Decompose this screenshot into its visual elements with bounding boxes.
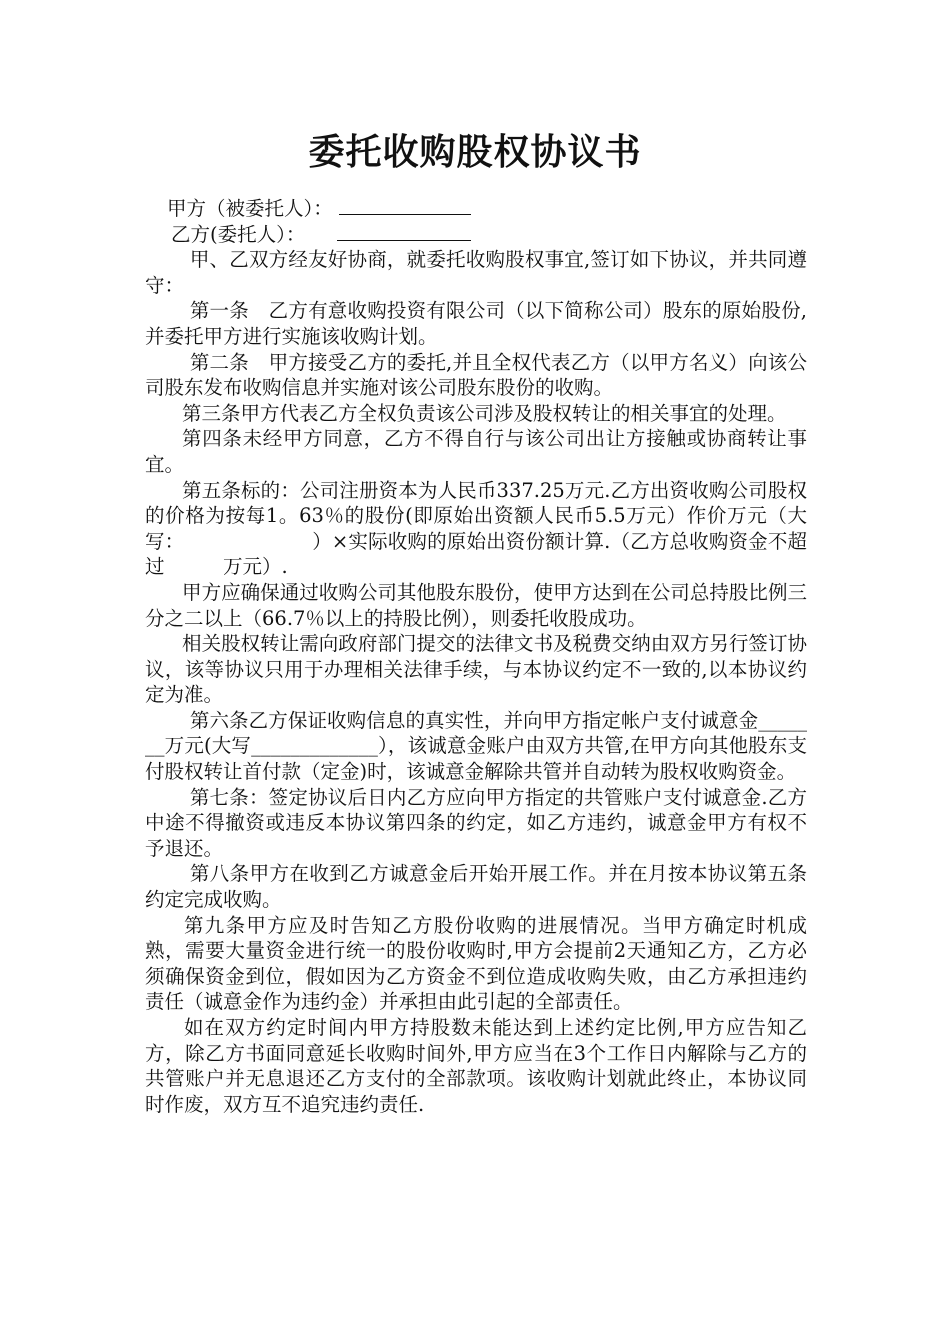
party-b-blank bbox=[337, 222, 471, 241]
paragraph-intro: 甲、乙双方经友好协商，就委托收购股权事宜,签订如下协议，并共同遵守： bbox=[145, 248, 807, 297]
document-title: 委托收购股权协议书 bbox=[308, 131, 642, 173]
paragraph-article-9: 第九条甲方应及时告知乙方股份收购的进展情况。当甲方确定时机成熟，需要大量资金进行统一的股份收购时,甲方会提前2天通知乙方，乙方必须确保资金到位，假如因为乙方资金不到位造成收购失败，由乙方承担违约责任（诚意金作为违约金）并承担由此引起的全部责任。 bbox=[145, 913, 807, 1014]
party-b-label: 乙方(委托人）： bbox=[171, 222, 306, 246]
paragraph-article-5-legal: 相关股权转让需向政府部门提交的法律文书及税费交纳由双方另行签订协议，该等协议只用于办理相关法律手续，与本协议约定不一致的,以本协议约定为准。 bbox=[145, 632, 807, 707]
paragraph-article-3: 第三条甲方代表乙方全权负责该公司涉及股权转让的相关事宜的处理。 bbox=[182, 401, 787, 425]
paragraph-article-8: 第八条甲方在收到乙方诚意金后开始开展工作。并在月按本协议第五条约定完成收购。 bbox=[145, 862, 807, 912]
paragraph-article-5: 第五条标的：公司注册资本为人民币337.25万元.乙方出资收购公司股权的价格为按每1。63％的股份(即原始出资额人民币5.5万元）作价万元（大写： ）×实际收购的原始出资份额计算.（乙方总收购资金不超过 万元）. bbox=[145, 478, 807, 579]
paragraph-article-4: 第四条未经甲方同意，乙方不得自行与该公司出让方接触或协商转让事宜。 bbox=[145, 427, 807, 476]
paragraph-article-6: 第六条乙方保证收购信息的真实性，并向甲方指定帐户支付诚意金_______万元(大写_____________），该诚意金账户由双方共管,在甲方向其他股东支付股权转让首付款（定金)时，该诚意金解除共管并自动转为股权收购资金。 bbox=[145, 708, 807, 784]
document-body bbox=[145, 196, 807, 1117]
party-a-label: 甲方（被委托人）： bbox=[167, 197, 333, 220]
paragraph-article-1: 第一条 乙方有意收购投资有限公司（以下简称公司）股东的原始股份,并委托甲方进行实施该收购计划。 bbox=[145, 299, 807, 348]
party-a-line bbox=[145, 196, 807, 222]
party-b-line bbox=[145, 222, 807, 248]
party-a-blank bbox=[339, 196, 471, 215]
paragraph-article-2: 第二条 甲方接受乙方的委托,并且全权代表乙方（以甲方名义）向该公司股东发布收购信息并实施对该公司股东股份的收购。 bbox=[145, 350, 807, 400]
paragraph-termination: 如在双方约定时间内甲方持股数未能达到上述约定比例,甲方应告知乙方，除乙方书面同意延长收购时间外,甲方应当在3个工作日内解除与乙方的共管账户并无息退还乙方支付的全部款项。该收购计划就此终止，本协议同时作废，双方互不追究违约责任. bbox=[145, 1016, 807, 1116]
paragraph-article-7: 第七条：签定协议后日内乙方应向甲方指定的共管账户支付诚意金.乙方中途不得撤资或违反本协议第四条的约定，如乙方违约，诚意金甲方有权不予退还。 bbox=[145, 785, 807, 860]
paragraph-article-5-ensure: 甲方应确保通过收购公司其他股东股份，使甲方达到在公司总持股比例三分之二以上（66.7％以上的持股比例），则委托收股成功。 bbox=[145, 580, 807, 630]
